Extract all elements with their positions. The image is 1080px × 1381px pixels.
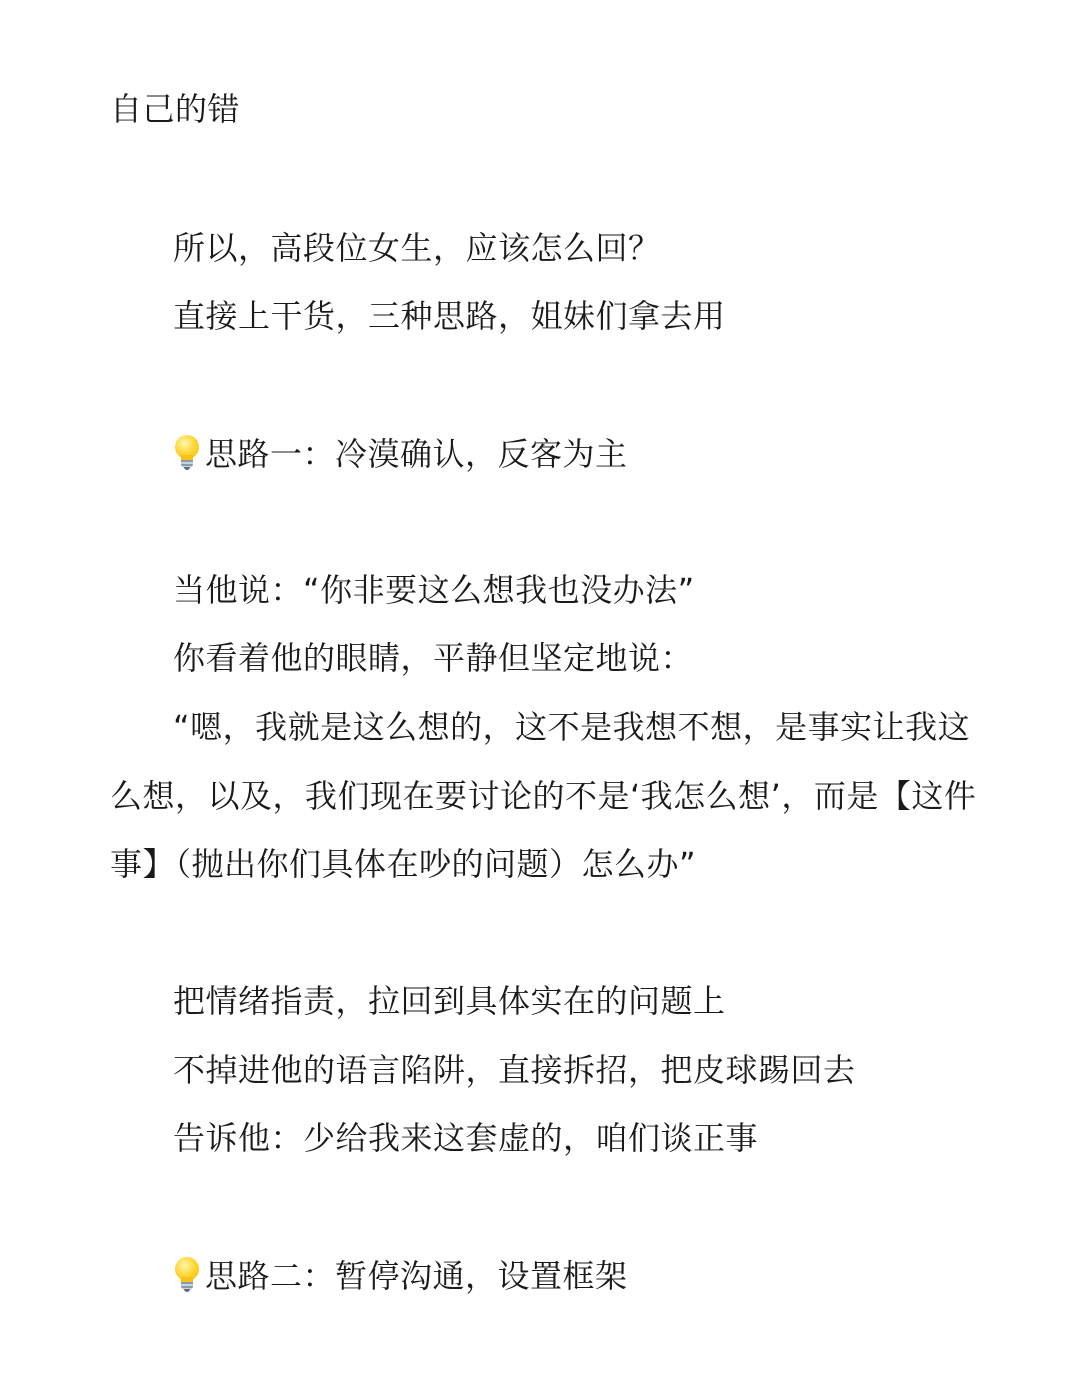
section-heading-idea-one <box>173 433 628 474</box>
text-line-quote-part-2: 么想，以及，我们现在要讨论的不是‘我怎么想’，而是【这件 <box>110 777 977 815</box>
text-line-tell-him: 告诉他：少给我来这套虚的，咱们谈正事 <box>173 1119 759 1157</box>
section-heading-idea-one-text: 思路一：冷漠确认，反客为主 <box>205 435 628 473</box>
section-heading-idea-two-text: 思路二：暂停沟通，设置框架 <box>205 1257 628 1295</box>
text-line-no-trap: 不掉进他的语言陷阱，直接拆招，把皮球踢回去 <box>173 1051 856 1089</box>
text-line-quote-part-1: “嗯，我就是这么想的，这不是我想不想，是事实让我这 <box>173 708 971 746</box>
light-bulb-icon <box>173 1255 201 1293</box>
section-heading-idea-two <box>173 1255 628 1296</box>
text-line-look-at-him: 你看着他的眼睛，平静但坚定地说： <box>173 639 694 677</box>
text-line-pull-back: 把情绪指责，拉回到具体实在的问题上 <box>173 982 726 1020</box>
text-line-continuation: 自己的错 <box>110 90 241 128</box>
light-bulb-icon <box>173 433 201 471</box>
text-line-when-he-says: 当他说：“你非要这么想我也没办法” <box>173 571 695 609</box>
text-line-question: 所以，高段位女生，应该怎么回？ <box>173 229 661 267</box>
text-line-quote-part-3: 事】（抛出你们具体在吵的问题）怎么办” <box>110 845 697 883</box>
text-line-intro: 直接上干货，三种思路，姐妹们拿去用 <box>173 297 726 335</box>
